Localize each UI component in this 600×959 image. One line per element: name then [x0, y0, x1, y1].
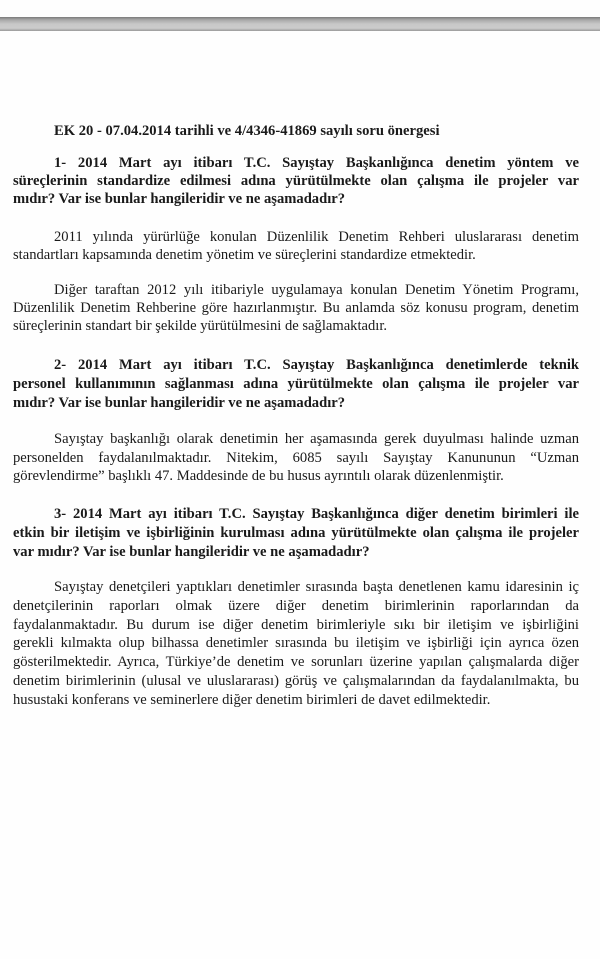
answer-1-p2-line-1: Diğer taraftan 2012 yılı itibariyle uygulamaya konulan Denetim Yönetim Programı, — [54, 282, 579, 298]
answer-3-line-5: gösterilmektedir. Ayrıca, Türkiye’de denetim ve sorunları üzerine yapılan çalışmalarda diğer — [13, 654, 579, 670]
question-3-line-3: var mıdır? Var ise bunlar hangileridir ve ne aşamadadır? — [13, 544, 370, 560]
question-2-line-1: 2- 2014 Mart ayı itibarı T.C. Sayıştay Başkanlığınca denetimlerde teknik — [54, 357, 579, 373]
document-title: EK 20 - 07.04.2014 tarihli ve 4/4346-41869 sayılı soru önergesi — [54, 123, 440, 139]
question-1-line-1: 1- 2014 Mart ayı itibarı T.C. Sayıştay Başkanlığınca denetim yöntem ve — [54, 155, 579, 171]
question-2-line-3: mıdır? Var ise bunlar hangileridir ve ne aşamadadır? — [13, 395, 346, 411]
question-3-line-1: 3- 2014 Mart ayı itibarı T.C. Sayıştay Başkanlığınca diğer denetim birimleri ile — [54, 506, 579, 522]
answer-3-line-4: gerekli kılmakta olup bilhassa denetimler sırasında bu iletişim ve işbirliği için ayrıca özen — [13, 635, 579, 651]
answer-3-line-1: Sayıştay denetçileri yaptıkları denetimler sırasında başta denetlenen kamu idaresinin iç — [54, 579, 579, 595]
answer-3-line-3: faydalanmaktadır. Bu durum ise diğer denetim birimleriyle sıkı bir iletişim ve işbirliğini — [13, 617, 579, 633]
question-1-line-2: süreçlerinin standardize edilmesi adına yürütülmekte olan çalışma ile projeler var — [13, 173, 579, 189]
answer-2-line-1: Sayıştay başkanlığı olarak denetimin her aşamasında gerek duyulması halinde uzman — [54, 431, 579, 447]
answer-3-line-2: denetçilerinin raporları olmak üzere diğer denetim birimlerinin raporlarından da — [13, 598, 579, 614]
answer-2-line-2: personelden faydalanılmaktadır. Nitekim, 6085 sayılı Sayıştay Kanununun “Uzman — [13, 450, 579, 466]
scan-top-edge — [0, 17, 600, 31]
question-2-line-2: personel kullanımının sağlanması adına yürütülmekte olan çalışma ile projeler var — [13, 376, 579, 392]
answer-1-p1-line-2: standartları kapsamında denetim yönetim ve süreçlerini standardize etmektedir. — [13, 247, 476, 263]
answer-1-p2-line-3: süreçlerinin standart bir şekilde yürütülmesini de sağlamaktadır. — [13, 318, 388, 334]
question-3-line-2: etkin bir iletişim ve işbirliğinin kurulması adına yürütülmekte olan çalışma ile projeler — [13, 525, 579, 541]
answer-1-p2-line-2: Düzenlilik Denetim Rehberine göre hazırlanmıştır. Bu anlamda söz konusu program, denetim — [13, 300, 579, 316]
answer-1-p1-line-1: 2011 yılında yürürlüğe konulan Düzenlilik Denetim Rehberi uluslararası denetim — [54, 229, 579, 245]
answer-2-line-3: görevlendirme” başlıklı 47. Maddesinde de bu husus ayrıntılı olarak düzenlenmiştir. — [13, 468, 504, 484]
answer-3-line-6: denetim birimlerinin (ulusal ve uluslararası) görüş ve çalışmalarından da faydalanılmakta, bu — [13, 673, 579, 689]
answer-3-line-7: husustaki konferans ve seminerlere diğer denetim birimleri de davet edilmektedir. — [13, 692, 491, 708]
question-1-line-3: mıdır? Var ise bunlar hangileridir ve ne aşamadadır? — [13, 191, 346, 207]
